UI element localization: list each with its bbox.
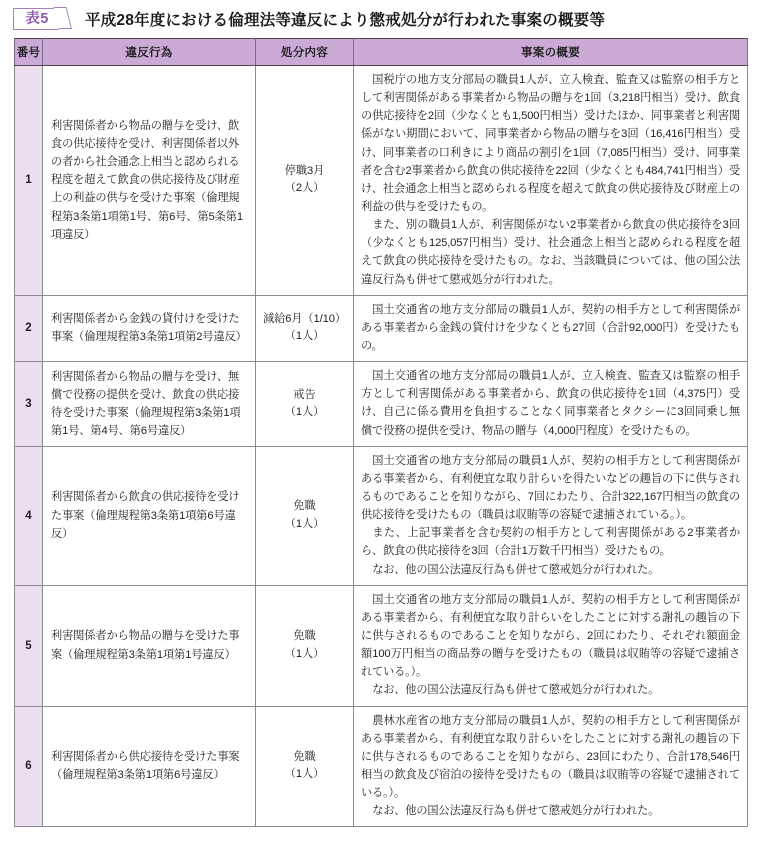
cell-disposition [256,295,354,361]
cell-violation-act: 利害関係者から物品の贈与を受けた事案（倫理規程第3条第1項第1号違反） [43,585,256,706]
cell-case-number: 5 [15,585,43,706]
disposition-type: 減給6月（1/10） [263,313,346,326]
cell-disposition [256,66,354,296]
disposition-person-count: （1人） [284,647,325,660]
table-number-badge [13,8,59,30]
table-row [15,446,748,585]
disposition-person-count: （1人） [284,517,325,530]
disposition-type: 免職 [293,751,316,764]
cell-disposition [256,446,354,585]
disposition-type: 免職 [293,500,316,513]
table-row [15,706,748,827]
table-number-label: 表5 [25,10,49,27]
summary-paragraph: なお、他の国公法違反行為も併せて懲戒処分が行われた。 [372,684,660,697]
summary-paragraph: なお、他の国公法違反行為も併せて懲戒処分が行われた。 [372,805,660,818]
summary-paragraph: 国土交通省の地方支分部局の職員1人が、契約の相手方として利害関係がある事業者から、有利便宜な取り計らいを得たいなどの趣旨の下に供与されるものであることを知りながら、7回にわたり、合計322,167円相当の飲食の供応接待を受けたもの（職員は収賄等の容疑で逮捕されている。）。 [361,454,740,522]
page-title: 平成28年度における倫理法等違反により懲戒処分が行われた事案の概要等 [85,12,606,29]
cell-case-summary [354,66,748,296]
column-header-violation: 違反行為 [43,39,256,66]
cell-disposition [256,706,354,827]
cell-violation-act: 利害関係者から物品の贈与を受け、無償で役務の提供を受け、飲食の供応接待を受けた事案（倫理規程第3条第1項第1号、第4号、第6号違反） [43,362,256,447]
table-row [15,585,748,706]
table-title-row [0,0,760,38]
table-body [15,66,748,827]
disposition-type: 停職3月 [284,164,325,177]
cell-case-number: 1 [15,66,43,296]
cell-case-number: 4 [15,446,43,585]
column-header-number: 番号 [15,39,43,66]
cell-case-number: 6 [15,706,43,827]
cell-disposition [256,362,354,447]
column-header-summary: 事案の概要 [354,39,748,66]
table-header-row [15,39,748,66]
table-container [0,38,760,827]
cell-case-number: 2 [15,295,43,361]
cell-case-summary [354,362,748,447]
cell-case-number: 3 [15,362,43,447]
disposition-person-count: （1人） [284,405,325,418]
summary-paragraph: また、上記事業者を含む契約の相手方として利害関係がある2事業者から、飲食の供応接待を3回（合計1万数千円相当）受けたもの。 [361,527,740,558]
cell-violation-act: 利害関係者から物品の贈与を受け、飲食の供応接待を受け、利害関係者以外の者から社会通念上相当と認められる程度を超えて飲食の供応接待及び財産上の利益の供与を受けた事案（倫理規程第3条第1項第1号、第6号、第5条第1項違反） [43,66,256,296]
cell-violation-act: 利害関係者から供応接待を受けた事案（倫理規程第3条第1項第6号違反） [43,706,256,827]
summary-paragraph: 国税庁の地方支分部局の職員1人が、立入検査、監査又は監察の相手方として利害関係がある事業者から物品の贈与を1回（3,218円相当）受け、飲食の供応接待を2回（少なくとも1,500円相当）受けたほか、同事業者と利害関係がない期間において、同事業者から物品の贈与を3回（16,416円相当）受け、同事業者の口利きにより商品の割引を1回（7,085円相当）受け、同事業者を含む2事業者から飲食の供応接待を22回（少なくとも484,741円相当）受け、社会通念上相当と認められる程度を超えて飲食の供応接待及び財産上の利益の供与を受けたもの。 [361,74,740,213]
disposition-person-count: （1人） [284,330,325,343]
disposition-person-count: （1人） [284,768,325,781]
summary-paragraph: 農林水産省の地方支分部局の職員1人が、契約の相手方として利害関係がある事業者から、有利便宜な取り計らいをしたことに対する謝礼の趣旨の下に供与されるものであることを知りながら、23回にわたり、合計178,546円相当の飲食及び宿泊の接待を受けたもの（職員は収賄等の容疑で逮捕されている。）。 [361,714,740,800]
table-row [15,295,748,361]
cell-violation-act: 利害関係者から飲食の供応接待を受けた事案（倫理規程第3条第1項第6号違反） [43,446,256,585]
disciplinary-cases-table [14,38,748,827]
cell-case-summary [354,585,748,706]
column-header-disposition: 処分内容 [256,39,354,66]
summary-paragraph: また、別の職員1人が、利害関係がない2事業者から飲食の供応接待を3回（少なくとも125,057円相当）受け、社会通念上相当と認められる程度を超えて飲食の供応接待を受けたもの。なお、当該職員については、他の国公法違反行為も併せて懲戒処分が行われた。 [361,219,740,286]
cell-case-summary [354,706,748,827]
summary-paragraph: なお、他の国公法違反行為も併せて懲戒処分が行われた。 [372,563,660,576]
table-row [15,362,748,447]
cell-case-summary [354,446,748,585]
table-header [15,39,748,66]
summary-paragraph: 国土交通省の地方支分部局の職員1人が、立入検査、監査又は監察の相手方として利害関係がある事業者から、飲食の供応接待を1回（4,375円）受け、自己に係る費用を負担することなく同事業者とタクシーに3回同乗し無償で役務の提供を受け、物品の贈与（4,000円程度）を受けたもの。 [361,370,740,437]
summary-paragraph: 国土交通省の地方支分部局の職員1人が、契約の相手方として利害関係がある事業者から、有利便宜な取り計らいをしたことに対する謝礼の趣旨の下に供与されるものであることを知りながら、2回にわたり、それぞれ額面金額100万円相当の商品券の贈与を受けたもの（職員は収賄等の容疑で逮捕されている。）。 [361,593,740,679]
disposition-type: 免職 [293,630,316,643]
cell-disposition [256,585,354,706]
disposition-person-count: （2人） [284,182,325,195]
summary-paragraph: 国土交通省の地方支分部局の職員1人が、契約の相手方として利害関係がある事業者から金銭の貸付けを少なくとも27回（合計92,000円）を受けたもの。 [361,303,740,352]
cell-case-summary [354,295,748,361]
disposition-type: 戒告 [293,388,316,401]
cell-violation-act: 利害関係者から金銭の貸付けを受けた事案（倫理規程第3条第1項第2号違反） [43,295,256,361]
table-row [15,66,748,296]
